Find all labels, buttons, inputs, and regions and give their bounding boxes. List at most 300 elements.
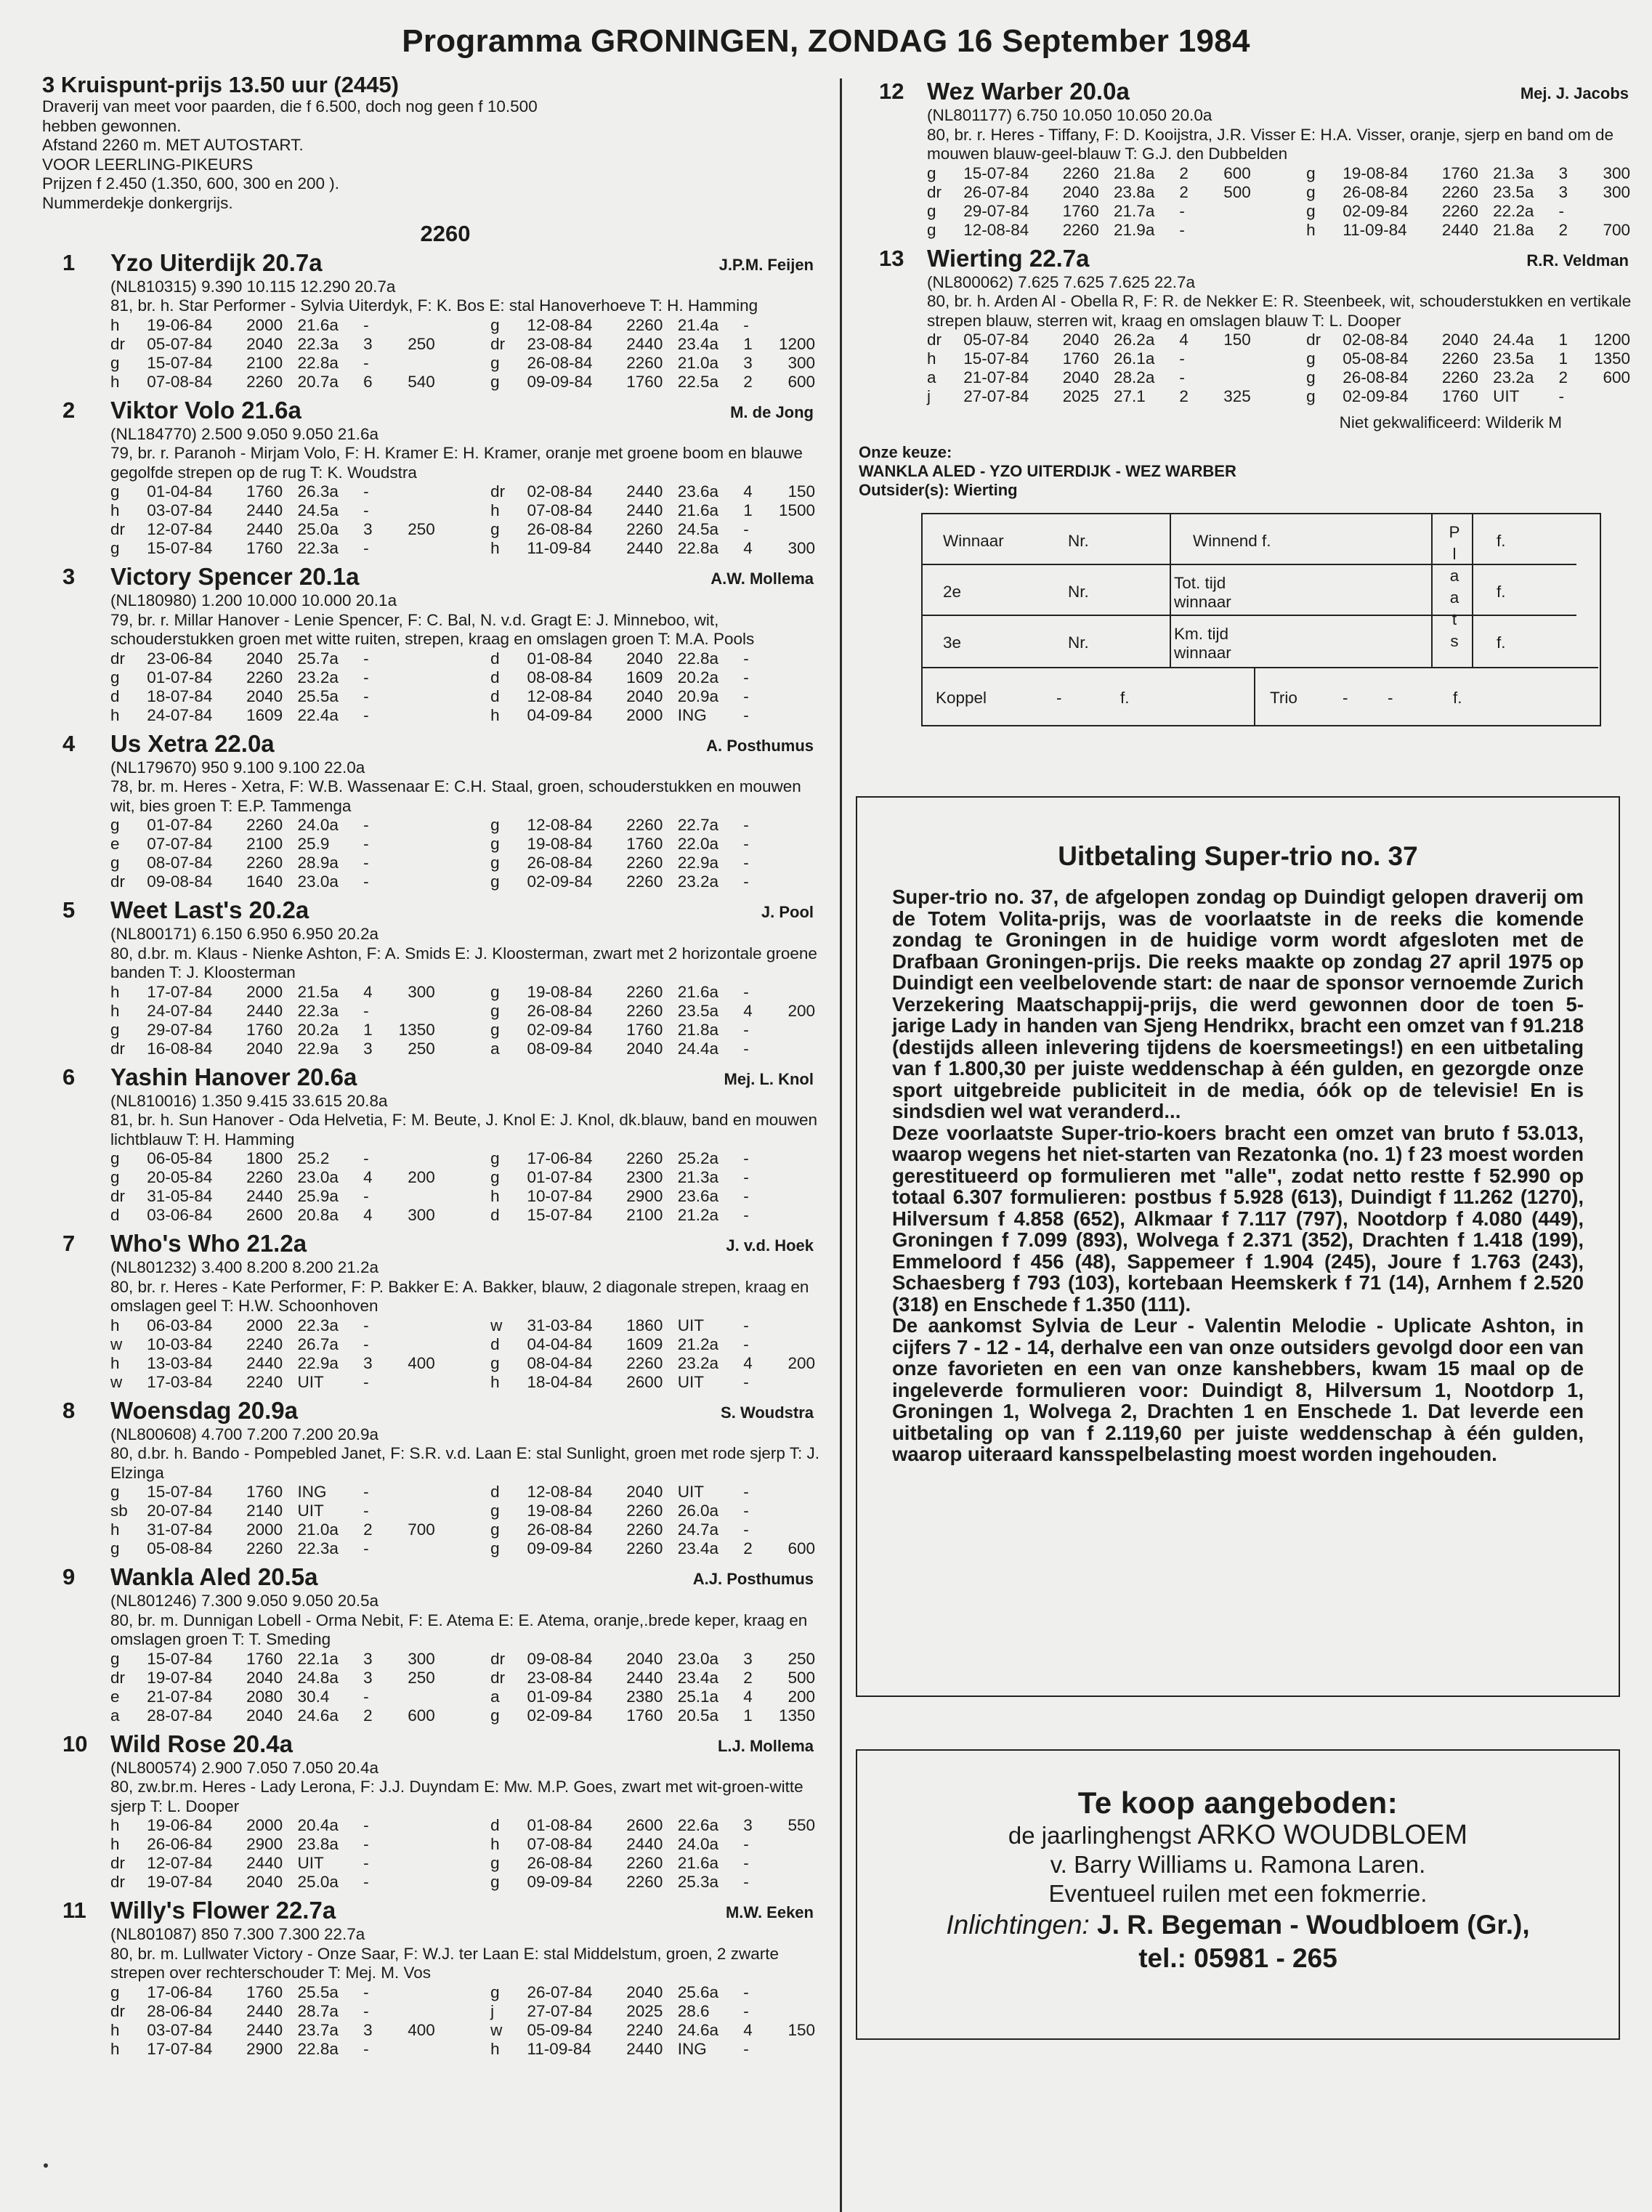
performance-cell: g [1306, 387, 1316, 405]
performance-cell [440, 1706, 490, 1725]
performance-cell: 2240 [246, 1334, 283, 1353]
performance-cell: 20-05-84 [147, 1168, 213, 1186]
horse-driver: S. Woudstra [721, 1403, 814, 1422]
performance-cell [391, 1854, 439, 1873]
performance-cell: 2440 [246, 1854, 283, 1872]
performance-cell: 2260 [626, 1520, 663, 1539]
horse-description: 80, br. m. Dunnigan Lobell - Orma Nebit, F: E. Atema E: E. Atema, oranje,.brede keper, kraag en omslagen groen T: T. Smeding [110, 1611, 808, 1648]
performance-row [110, 706, 819, 725]
performance-cell: 05-07-84 [147, 334, 213, 353]
performance-row [110, 1021, 819, 1040]
performance-cell [391, 1983, 439, 2002]
sale-horse-line: de jaarlinghengst ARKO WOUDBLOEM [1008, 1820, 1468, 1850]
performance-cell: 2040 [626, 1649, 663, 1668]
performance-cell [440, 668, 490, 687]
performance-cell: - [363, 1483, 369, 1501]
performance-cell: 1760 [246, 1649, 283, 1668]
performance-cell: 24.4a [1493, 331, 1534, 349]
horse-name: Viktor Volo 21.6a [110, 396, 301, 424]
derde-label: 3e [943, 633, 962, 652]
performance-cell: 2440 [626, 334, 663, 353]
performance-cell: 22.8a [677, 539, 719, 557]
performance-cell: 22.1a [297, 1649, 339, 1668]
performance-cell: 02-09-84 [1343, 201, 1409, 220]
performance-cell: - [743, 835, 749, 853]
performance-cell [440, 520, 490, 539]
performance-cell: 1760 [626, 1020, 663, 1039]
performance-cell: 21-07-84 [147, 1687, 213, 1706]
performance-cell: d [490, 686, 500, 705]
performance-cell: 01-08-84 [527, 1816, 593, 1834]
performance-cell: 01-04-84 [147, 482, 213, 501]
performance-row [110, 687, 819, 706]
performance-cell [440, 1002, 490, 1021]
horse-header [110, 1730, 819, 1759]
performance-cell [771, 816, 819, 835]
performance-cell: 26.3a [297, 482, 339, 501]
performance-cell: 05-09-84 [527, 2020, 593, 2039]
performance-cell: - [363, 1687, 369, 1706]
performance-row [110, 1483, 819, 1502]
sale-phone: tel.: 05981 - 265 [1138, 1943, 1337, 1973]
performance-cell: j [927, 387, 931, 405]
performance-cell: d [490, 1206, 500, 1224]
plaats-f-1: f. [1497, 532, 1506, 550]
horse-driver: A.J. Posthumus [692, 1570, 814, 1588]
performance-cell: g [490, 1982, 500, 2001]
performance-cell: 21.0a [677, 353, 719, 372]
performance-cell: 200 [787, 1353, 815, 1372]
performance-cell: g [1306, 349, 1316, 368]
performance-cell [440, 1483, 490, 1502]
performance-cell: - [363, 1334, 369, 1353]
performance-cell: 2300 [626, 1168, 663, 1186]
performance-cell: 23-08-84 [527, 1668, 593, 1687]
performance-cell: 22.9a [677, 854, 719, 872]
performance-cell [440, 649, 490, 668]
performance-cell: d [110, 686, 120, 705]
performance-cell: g [490, 982, 500, 1001]
performance-cell: 2100 [626, 1206, 663, 1224]
performance-cell: 2440 [246, 501, 283, 519]
performance-cell: 2240 [626, 2020, 663, 2039]
performance-table [110, 816, 819, 891]
performance-cell: - [363, 1372, 369, 1391]
performance-cell: h [110, 2039, 120, 2058]
performance-cell: - [1179, 349, 1185, 368]
performance-cell: 2440 [246, 2001, 283, 2020]
performance-cell [1255, 349, 1306, 368]
performance-cell: 2380 [626, 1687, 663, 1706]
performance-cell: 1760 [246, 1982, 283, 2001]
horse-number: 1 [62, 249, 76, 275]
performance-cell: dr [490, 482, 506, 501]
performance-cell: 21.6a [297, 315, 339, 334]
performance-cell: 26-08-84 [527, 854, 593, 872]
performance-cell: 1609 [246, 705, 283, 724]
performance-cell: dr [1306, 331, 1321, 349]
horse-entry [42, 1563, 819, 1725]
performance-cell: 1760 [1062, 349, 1099, 368]
performance-cell: h [110, 1520, 120, 1539]
performance-cell [440, 1316, 490, 1335]
tot-tijd-label: Tot. tijd winnaar [1174, 574, 1231, 611]
performance-cell: 30.4 [297, 1687, 330, 1706]
performance-cell: dr [110, 1187, 126, 1205]
performance-cell: 22.2a [1493, 201, 1534, 220]
performance-cell: 22.8a [297, 353, 339, 372]
performance-cell [1207, 368, 1255, 387]
horse-name: Weet Last's 20.2a [110, 896, 309, 923]
performance-cell: 21.6a [677, 1854, 719, 1872]
horse-description: 79, br. r. Millar Hanover - Lenie Spencer, F: C. Bal, N. v.d. Gragt E: J. Minneboo, wit, schouderstukken groen met witte ruiten, strepen, kraag en omslagen groen T: M.A. Pools [110, 610, 755, 648]
winnaar-label: Winnaar [943, 532, 1004, 550]
performance-cell: - [743, 1520, 749, 1539]
performance-cell: 2 [363, 1520, 373, 1539]
performance-cell: 3 [363, 1353, 373, 1372]
performance-cell: 2000 [246, 982, 283, 1001]
performance-cell: 20.2a [297, 1020, 339, 1039]
performance-cell: 300 [408, 1206, 435, 1224]
performance-row [110, 2021, 819, 2040]
performance-cell [1255, 183, 1306, 202]
performance-cell: 2260 [626, 1873, 663, 1891]
performance-cell [391, 1373, 439, 1392]
performance-cell: g [927, 220, 936, 239]
performance-cell: 26-08-84 [527, 1001, 593, 1020]
performance-table [927, 331, 1635, 406]
performance-cell: a [927, 368, 936, 386]
performance-cell: 29-07-84 [147, 1020, 213, 1039]
performance-cell: 01-09-84 [527, 1687, 593, 1706]
performance-cell: dr [110, 1039, 126, 1058]
performance-cell: 08-04-84 [527, 1353, 593, 1372]
horse-earnings: (NL179670) 950 9.100 9.100 22.0a [110, 758, 365, 777]
performance-cell: 02-09-84 [527, 872, 593, 891]
performance-cell: 2 [1558, 368, 1568, 386]
performance-row [927, 331, 1635, 349]
performance-cell: 3 [363, 1649, 373, 1668]
performance-cell [440, 816, 490, 835]
performance-cell: 4 [743, 482, 753, 501]
performance-cell [391, 539, 439, 558]
performance-cell [771, 1149, 819, 1168]
performance-cell: 4 [363, 1206, 373, 1224]
plaats-label: P l a a t s [1449, 523, 1460, 650]
performance-cell: 20.8a [297, 1206, 339, 1224]
performance-cell: d [110, 1206, 120, 1224]
performance-cell [771, 1021, 819, 1040]
horse-header [110, 1229, 819, 1258]
race-info-6: Nummerdekje donkergrijs. [42, 193, 233, 212]
performance-cell: 24.8a [297, 1668, 339, 1687]
performance-cell: 2040 [1062, 368, 1099, 386]
performance-cell: h [110, 1353, 120, 1372]
performance-cell: - [743, 1854, 749, 1872]
performance-row [927, 368, 1635, 387]
performance-cell: 22.3a [297, 334, 339, 353]
performance-cell: dr [927, 182, 942, 201]
performance-row [110, 835, 819, 854]
performance-cell: 20.5a [677, 1706, 719, 1725]
performance-row [927, 387, 1635, 406]
performance-cell: 25.2 [297, 1149, 330, 1167]
performance-cell [440, 983, 490, 1002]
performance-cell [391, 816, 439, 835]
performance-cell: 22.3a [297, 539, 339, 557]
performance-cell: dr [110, 2001, 126, 2020]
performance-cell: 23.0a [677, 1649, 719, 1668]
performance-cell: 01-07-84 [147, 816, 213, 834]
horse-header [110, 248, 819, 277]
performance-cell: 02-09-84 [1343, 387, 1409, 405]
performance-cell: 1609 [626, 1334, 663, 1353]
performance-cell: 1200 [778, 334, 815, 353]
trio-f: f. [1453, 689, 1462, 707]
performance-cell: 2 [743, 372, 753, 391]
race-info-5: Prijzen f 2.450 (1.350, 600, 300 en 200 ). [42, 174, 340, 193]
performance-cell: 2260 [246, 372, 283, 391]
result-form [921, 513, 1601, 726]
performance-cell: d [490, 1483, 500, 1501]
performance-cell: 23.4a [677, 1539, 719, 1557]
horse-driver: R.R. Veldman [1526, 251, 1629, 270]
performance-cell: 2260 [626, 854, 663, 872]
horse-description: 80, br. h. Arden Al - Obella R, F: R. de Nekker E: R. Steenbeek, wit, schouderstukken en vertikale strepen blauw, sterren wit, kraag en omslagen blauw T: L. Dooper [927, 292, 1632, 330]
performance-cell: 2100 [246, 353, 283, 372]
horse-header [110, 562, 819, 591]
performance-cell: 23.4a [677, 1668, 719, 1687]
performance-cell: 17-07-84 [147, 982, 213, 1001]
performance-cell: 05-08-84 [147, 1539, 213, 1557]
horse-list-left [42, 248, 819, 2059]
performance-cell [1255, 368, 1306, 387]
performance-cell [771, 706, 819, 725]
performance-cell: 250 [787, 1649, 815, 1668]
performance-cell [391, 854, 439, 872]
distance-heading: 2260 [420, 221, 471, 246]
performance-cell: 15-07-84 [147, 539, 213, 557]
performance-table [110, 983, 819, 1058]
performance-cell [440, 687, 490, 706]
horse-description: 80, zw.br.m. Heres - Lady Lerona, F: J.J. Duyndam E: Mw. M.P. Goes, zwart met wit-groen-witte sjerp T: L. Dooper [110, 1778, 803, 1815]
performance-cell [391, 1149, 439, 1168]
horse-header [110, 1063, 819, 1092]
performance-cell: 2260 [626, 816, 663, 834]
performance-cell: 02-08-84 [527, 482, 593, 501]
performance-cell [440, 1650, 490, 1669]
performance-row [110, 1168, 819, 1187]
performance-cell: 26-08-84 [527, 1520, 593, 1539]
performance-cell [771, 1335, 819, 1354]
performance-cell: - [743, 1982, 749, 2001]
horse-number: 8 [62, 1397, 76, 1423]
performance-cell: 22.8a [297, 2039, 339, 2058]
performance-cell: - [363, 539, 369, 557]
performance-cell: UIT [677, 1483, 704, 1501]
performance-row [110, 373, 819, 392]
performance-cell: 300 [408, 1649, 435, 1668]
horse-name: Wez Warber 20.0a [927, 78, 1130, 105]
sale-sire: Barry Williams [1074, 1851, 1227, 1878]
performance-row [927, 349, 1635, 368]
horse-earnings: (NL810016) 1.350 9.415 33.615 20.8a [110, 1091, 388, 1110]
performance-cell: 21.3a [677, 1168, 719, 1186]
performance-cell: g [110, 1149, 120, 1167]
performance-cell: 4 [743, 539, 753, 557]
performance-cell: 2 [743, 1668, 753, 1687]
performance-cell: 2260 [626, 1001, 663, 1020]
performance-cell: 10-03-84 [147, 1334, 213, 1353]
performance-cell: 200 [787, 1001, 815, 1020]
horse-name: Willy's Flower 22.7a [110, 1897, 336, 1924]
performance-cell: 2440 [246, 2020, 283, 2039]
performance-cell: 2040 [1062, 331, 1099, 349]
performance-cell: h [490, 1187, 500, 1205]
horse-name: Victory Spencer 20.1a [110, 563, 360, 590]
performance-cell: g [490, 315, 500, 334]
performance-cell: - [363, 501, 369, 519]
performance-cell: e [110, 1687, 120, 1706]
performance-cell [440, 1816, 490, 1835]
performance-cell: 2100 [246, 835, 283, 853]
performance-row [110, 1040, 819, 1058]
performance-cell: 2260 [626, 1854, 663, 1872]
performance-row [110, 816, 819, 835]
performance-cell: 21.8a [677, 1020, 719, 1039]
performance-cell: 300 [1603, 182, 1630, 201]
performance-cell: - [743, 1502, 749, 1520]
performance-cell [391, 1688, 439, 1706]
performance-cell: 25.9a [297, 1187, 339, 1205]
performance-cell: 26-07-84 [963, 182, 1029, 201]
performance-cell: 500 [1223, 182, 1251, 201]
performance-cell [440, 1187, 490, 1206]
performance-cell: - [1558, 201, 1564, 220]
performance-cell: 06-05-84 [147, 1149, 213, 1167]
performance-row [110, 1669, 819, 1688]
performance-cell: UIT [677, 1316, 704, 1334]
performance-cell: 24.5a [297, 501, 339, 519]
performance-cell [440, 1335, 490, 1354]
performance-cell: 2260 [1441, 182, 1478, 201]
trio-dash-2: - [1388, 689, 1393, 707]
horse-earnings: (NL801232) 3.400 8.200 8.200 21.2a [110, 1258, 379, 1276]
performance-cell: 2900 [246, 1835, 283, 1853]
horse-entry [42, 729, 819, 892]
performance-cell: g [490, 1706, 500, 1725]
supertrio-title: Uitbetaling Super-trio no. 37 [1058, 841, 1418, 871]
performance-table [110, 1316, 819, 1392]
performance-cell: 1800 [246, 1149, 283, 1167]
horse-header [110, 896, 819, 925]
performance-cell: 04-09-84 [527, 705, 593, 724]
performance-table [927, 164, 1635, 240]
performance-cell: 12-07-84 [147, 520, 213, 538]
horse-earnings: (NL800171) 6.150 6.950 6.950 20.2a [110, 925, 379, 943]
performance-cell: UIT [297, 1502, 324, 1520]
print-speck [44, 2163, 48, 2168]
performance-cell: g [490, 1873, 500, 1891]
performance-cell: 2040 [246, 1668, 283, 1687]
performance-cell: 2440 [626, 1668, 663, 1687]
performance-cell: g [1306, 368, 1316, 386]
performance-cell: - [363, 649, 369, 668]
performance-cell: 09-09-84 [527, 372, 593, 391]
horse-name: Yzo Uiterdijk 20.7a [110, 248, 323, 276]
performance-cell: 25.5a [297, 686, 339, 705]
performance-cell [440, 872, 490, 891]
performance-cell: 07-07-84 [147, 835, 213, 853]
performance-cell: 23.2a [677, 872, 719, 891]
horse-earnings: (NL801246) 7.300 9.050 9.050 20.5a [110, 1592, 379, 1610]
performance-cell: h [110, 315, 120, 334]
horse-earnings: (NL800608) 4.700 7.200 7.200 20.9a [110, 1425, 379, 1443]
performance-cell: 05-08-84 [1343, 349, 1409, 368]
performance-row [110, 872, 819, 891]
performance-cell: 15-07-84 [963, 163, 1029, 182]
performance-cell: 2260 [246, 1168, 283, 1186]
performance-cell: d [490, 1334, 500, 1353]
performance-cell [1207, 202, 1255, 221]
performance-cell [391, 1316, 439, 1335]
performance-row [927, 202, 1635, 221]
performance-cell: 600 [1603, 368, 1630, 386]
performance-cell: g [110, 1982, 120, 2001]
performance-cell: d [490, 1816, 500, 1834]
performance-cell: g [927, 201, 936, 220]
race-title: 3 Kruispunt-prijs 13.50 uur (2445) [42, 72, 399, 97]
horse-description: 80, d.br. h. Bando - Pompebled Janet, F: S.R. v.d. Laan E: stal Sunlight, groen met rode sjerp T: J. Elzinga [110, 1444, 819, 1482]
performance-cell: 21.0a [297, 1520, 339, 1539]
horse-description: 80, br. m. Lullwater Victory - Onze Saar, F: W.J. ter Laan E: stal Middelstum, groen, 2 zwarte strepen over rechterschouder T: Mej. M. Vos [110, 1944, 779, 1982]
performance-cell: 25.5a [297, 1982, 339, 2001]
performance-cell [391, 835, 439, 854]
performance-cell: 25.7a [297, 649, 339, 668]
horse-driver: Mej. L. Knol [724, 1069, 814, 1088]
horse-earnings: (NL800062) 7.625 7.625 7.625 22.7a [927, 272, 1196, 291]
performance-cell: 2260 [1441, 349, 1478, 368]
performance-cell: 2260 [246, 1539, 283, 1557]
performance-cell: 1760 [1441, 163, 1478, 182]
performance-cell: 1 [363, 1020, 373, 1039]
performance-cell [771, 316, 819, 335]
performance-cell: 02-08-84 [1343, 331, 1409, 349]
performance-cell: 25.0a [297, 1873, 339, 1891]
horse-number: 3 [62, 564, 76, 589]
performance-table [110, 1983, 819, 2059]
performance-cell: 13-03-84 [147, 1353, 213, 1372]
performance-cell: dr [490, 1668, 506, 1687]
performance-cell: 19-08-84 [527, 1502, 593, 1520]
performance-cell: 500 [787, 1668, 815, 1687]
performance-cell: 22.0a [677, 835, 719, 853]
performance-cell: 2 [1558, 220, 1568, 239]
performance-cell: 1760 [626, 1706, 663, 1725]
horse-name: Wierting 22.7a [927, 244, 1090, 272]
performance-table [110, 482, 819, 558]
horse-earnings: (NL801177) 6.750 10.050 10.050 20.0a [927, 106, 1212, 124]
performance-row [110, 1187, 819, 1206]
performance-cell: - [363, 353, 369, 372]
performance-cell: g [490, 372, 500, 391]
performance-cell: UIT [1493, 387, 1520, 405]
performance-cell: 2440 [626, 1835, 663, 1853]
performance-cell: - [743, 1372, 749, 1391]
performance-cell: - [743, 1873, 749, 1891]
horse-header [110, 1563, 819, 1592]
performance-cell: 2440 [246, 1353, 283, 1372]
